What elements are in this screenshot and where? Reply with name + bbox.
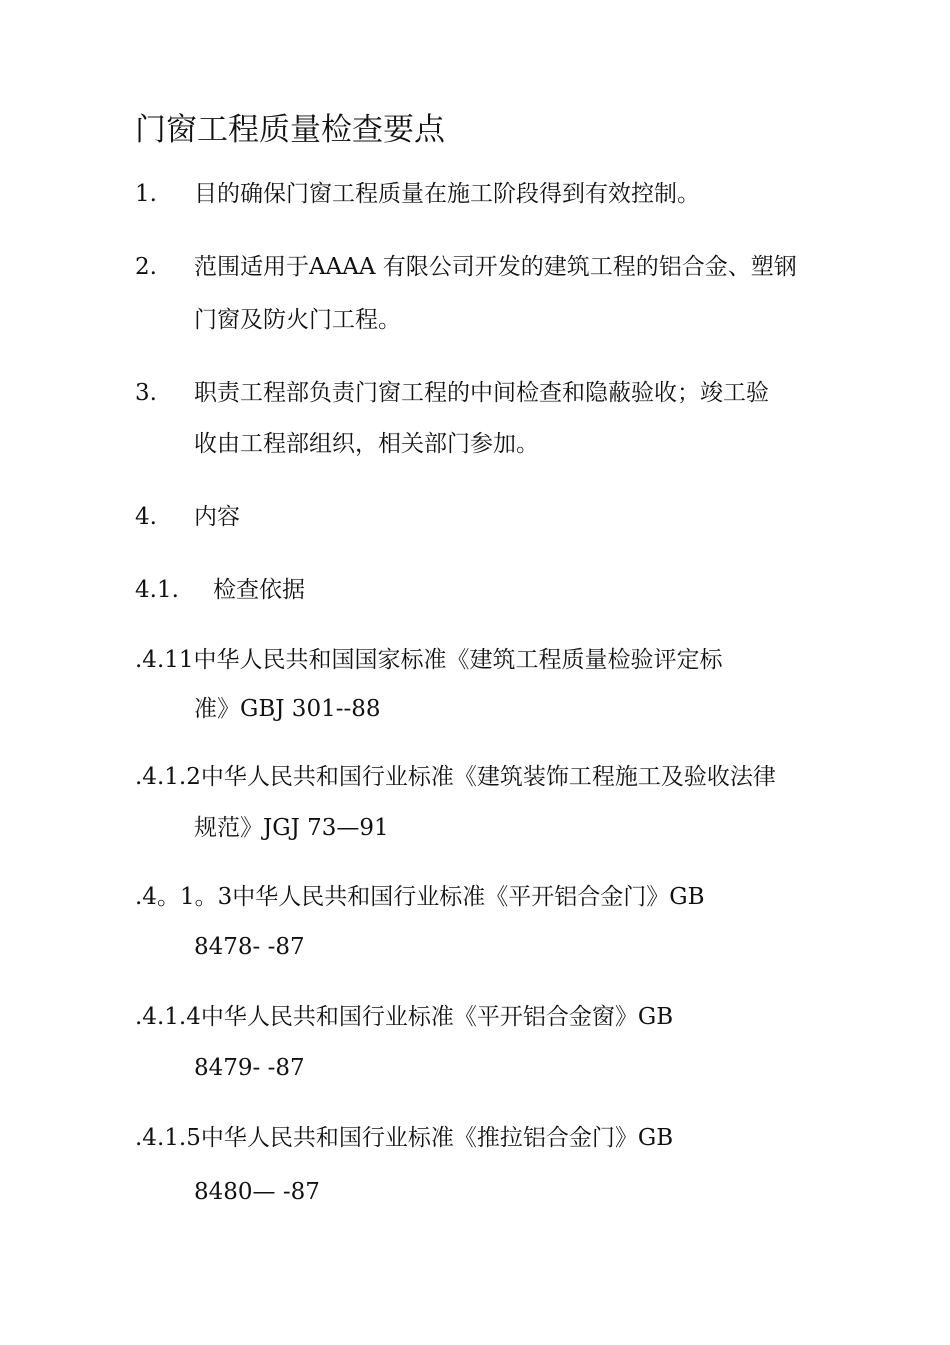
- reference-4-1-5-line-1: .4.1.5中华人民共和国行业标准《推拉铝合金门》GB: [135, 1125, 674, 1151]
- section-3-number: 3.: [135, 380, 157, 406]
- section-3-text-line-1: 职责工程部负责门窗工程的中间检查和隐蔽验收；竣工验: [194, 380, 769, 406]
- subsection-4-1-label: 检查依据: [213, 577, 305, 603]
- page-title: 门窗工程质量检查要点: [135, 112, 445, 148]
- section-4-number: 4.: [135, 504, 157, 530]
- section-2-text-line-2: 门窗及防火门工程。: [194, 307, 401, 333]
- reference-4-1-4-line-1: .4.1.4中华人民共和国行业标准《平开铝合金窗》GB: [135, 1004, 674, 1030]
- reference-4-1-5-line-2: 8480— -87: [194, 1179, 320, 1205]
- reference-4-1-3-line-1: .4。1。3中华人民共和国行业标准《平开铝合金门》GB: [135, 884, 705, 910]
- section-3-text-line-2: 收由工程部组织，相关部门参加。: [194, 431, 539, 457]
- section-2-text-line-1: 范围适用于AAAA 有限公司开发的建筑工程的铝合金、塑钢: [194, 254, 797, 280]
- reference-4-1-4-line-2: 8479- -87: [194, 1055, 305, 1081]
- reference-4-1-1-line-1: .4.11中华人民共和国国家标准《建筑工程质量检验评定标: [135, 647, 723, 673]
- reference-4-1-2-line-1: .4.1.2中华人民共和国行业标准《建筑装饰工程施工及验收法律: [135, 764, 776, 790]
- section-1-text: 目的确保门窗工程质量在施工阶段得到有效控制。: [194, 181, 700, 207]
- reference-4-1-2-line-2: 规范》JGJ 73—91: [194, 815, 389, 841]
- reference-4-1-1-line-2: 准》GBJ 301--88: [194, 696, 381, 722]
- section-1-number: 1.: [135, 181, 157, 207]
- section-2-number: 2.: [135, 254, 157, 280]
- section-4-text: 内容: [194, 504, 240, 530]
- subsection-4-1-number: 4.1.: [135, 577, 179, 603]
- reference-4-1-3-line-2: 8478- -87: [194, 934, 305, 960]
